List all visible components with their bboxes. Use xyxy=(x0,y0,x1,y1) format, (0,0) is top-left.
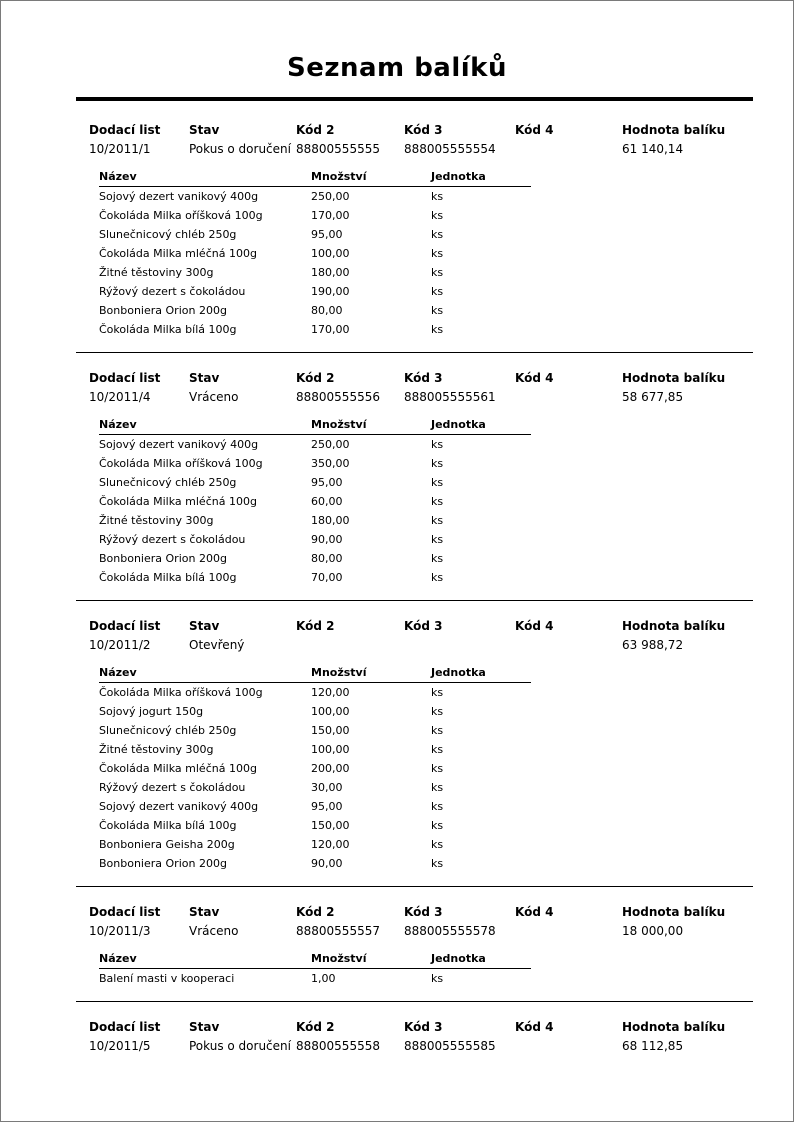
col-header-stav: Stav xyxy=(189,905,220,919)
item-nazev: Slunečnicový chléb 250g xyxy=(99,724,237,737)
item-mnozstvi: 190,00 xyxy=(311,285,350,298)
package-section xyxy=(89,369,753,587)
item-jednotka: ks xyxy=(431,247,444,260)
item-header-row xyxy=(99,168,531,187)
item-mnozstvi: 80,00 xyxy=(311,552,343,565)
package-section xyxy=(89,617,753,873)
item-nazev: Sojový jogurt 150g xyxy=(99,705,204,718)
item-col-nazev: Název xyxy=(99,170,137,183)
item-nazev: Rýžový dezert s čokoládou xyxy=(99,781,246,794)
package-section xyxy=(89,1018,753,1060)
package-section xyxy=(89,121,753,339)
package-kod3: 888005555578 xyxy=(404,924,496,938)
col-header-stav: Stav xyxy=(189,619,220,633)
package-stav: Pokus o doručení xyxy=(189,142,291,156)
package-header-row xyxy=(89,617,753,638)
item-row xyxy=(99,454,531,473)
item-col-jednotka: Jednotka xyxy=(431,666,486,679)
package-dodaci-list: 10/2011/2 xyxy=(89,638,151,652)
item-col-mnozstvi: Množství xyxy=(311,952,367,965)
item-row xyxy=(99,435,531,454)
item-row xyxy=(99,797,531,816)
item-row xyxy=(99,778,531,797)
item-jednotka: ks xyxy=(431,781,444,794)
package-dodaci-list: 10/2011/4 xyxy=(89,390,151,404)
item-jednotka: ks xyxy=(431,209,444,222)
section-separator xyxy=(76,1001,753,1002)
item-row xyxy=(99,301,531,320)
col-header-kod3: Kód 3 xyxy=(404,123,443,137)
item-jednotka: ks xyxy=(431,285,444,298)
item-col-mnozstvi: Množství xyxy=(311,418,367,431)
item-mnozstvi: 200,00 xyxy=(311,762,350,775)
item-col-jednotka: Jednotka xyxy=(431,418,486,431)
item-jednotka: ks xyxy=(431,800,444,813)
col-header-kod3: Kód 3 xyxy=(404,1020,443,1034)
col-header-stav: Stav xyxy=(189,1020,220,1034)
package-header-row xyxy=(89,121,753,142)
package-dodaci-list: 10/2011/5 xyxy=(89,1039,151,1053)
item-nazev: Sojový dezert vanikový 400g xyxy=(99,190,259,203)
item-jednotka: ks xyxy=(431,190,444,203)
item-col-nazev: Název xyxy=(99,418,137,431)
item-nazev: Žitné těstoviny 300g xyxy=(99,743,214,756)
item-row xyxy=(99,187,531,206)
item-mnozstvi: 90,00 xyxy=(311,533,343,546)
package-hodnota: 63 988,72 xyxy=(622,638,684,652)
item-row xyxy=(99,759,531,778)
item-row xyxy=(99,320,531,339)
package-stav: Vráceno xyxy=(189,390,239,404)
item-nazev: Čokoláda Milka mléčná 100g xyxy=(99,762,257,775)
package-header-row xyxy=(89,903,753,924)
item-jednotka: ks xyxy=(431,838,444,851)
item-col-jednotka: Jednotka xyxy=(431,952,486,965)
item-header-row xyxy=(99,416,531,435)
item-row xyxy=(99,492,531,511)
item-nazev: Sojový dezert vanikový 400g xyxy=(99,800,259,813)
item-jednotka: ks xyxy=(431,724,444,737)
col-header-hodnota: Hodnota balíku xyxy=(622,371,726,385)
item-mnozstvi: 170,00 xyxy=(311,209,350,222)
item-mnozstvi: 95,00 xyxy=(311,228,343,241)
package-kod3: 888005555561 xyxy=(404,390,496,404)
item-mnozstvi: 150,00 xyxy=(311,724,350,737)
item-jednotka: ks xyxy=(431,323,444,336)
item-row xyxy=(99,740,531,759)
col-header-hodnota: Hodnota balíku xyxy=(622,1020,726,1034)
package-hodnota: 58 677,85 xyxy=(622,390,684,404)
item-mnozstvi: 1,00 xyxy=(311,972,336,985)
package-hodnota: 68 112,85 xyxy=(622,1039,684,1053)
item-nazev: Čokoláda Milka mléčná 100g xyxy=(99,247,257,260)
item-mnozstvi: 120,00 xyxy=(311,686,350,699)
col-header-hodnota: Hodnota balíku xyxy=(622,905,726,919)
package-header-row xyxy=(89,369,753,390)
item-jednotka: ks xyxy=(431,743,444,756)
package-kod4 xyxy=(515,1039,622,1054)
item-nazev: Čokoláda Milka oříšková 100g xyxy=(99,209,263,222)
item-jednotka: ks xyxy=(431,304,444,317)
item-mnozstvi: 120,00 xyxy=(311,838,350,851)
item-nazev: Bonboniera Orion 200g xyxy=(99,857,227,870)
item-mnozstvi: 95,00 xyxy=(311,476,343,489)
item-nazev: Bonboniera Geisha 200g xyxy=(99,838,235,851)
item-jednotka: ks xyxy=(431,762,444,775)
package-kod2: 88800555556 xyxy=(296,390,380,404)
item-col-mnozstvi: Množství xyxy=(311,666,367,679)
col-header-kod4: Kód 4 xyxy=(515,123,554,137)
section-separator xyxy=(76,600,753,601)
item-nazev: Rýžový dezert s čokoládou xyxy=(99,533,246,546)
item-table xyxy=(99,168,531,339)
item-row xyxy=(99,530,531,549)
item-nazev: Slunečnicový chléb 250g xyxy=(99,476,237,489)
item-row xyxy=(99,683,531,702)
col-header-kod2: Kód 2 xyxy=(296,371,335,385)
item-nazev: Sojový dezert vanikový 400g xyxy=(99,438,259,451)
package-kod2: 88800555555 xyxy=(296,142,380,156)
item-nazev: Bonboniera Orion 200g xyxy=(99,552,227,565)
item-nazev: Slunečnicový chléb 250g xyxy=(99,228,237,241)
section-separator xyxy=(76,352,753,353)
package-stav: Otevřený xyxy=(189,638,245,652)
item-row xyxy=(99,969,531,988)
item-jednotka: ks xyxy=(431,686,444,699)
item-jednotka: ks xyxy=(431,228,444,241)
col-header-kod4: Kód 4 xyxy=(515,619,554,633)
item-col-mnozstvi: Množství xyxy=(311,170,367,183)
col-header-kod4: Kód 4 xyxy=(515,905,554,919)
item-jednotka: ks xyxy=(431,266,444,279)
package-dodaci-list: 10/2011/3 xyxy=(89,924,151,938)
item-mnozstvi: 30,00 xyxy=(311,781,343,794)
item-jednotka: ks xyxy=(431,533,444,546)
item-mnozstvi: 60,00 xyxy=(311,495,343,508)
col-header-kod3: Kód 3 xyxy=(404,619,443,633)
item-jednotka: ks xyxy=(431,972,444,985)
section-separator xyxy=(76,886,753,887)
report-title: Seznam balíků xyxy=(287,53,507,83)
package-value-row xyxy=(89,924,753,945)
package-value-row xyxy=(89,1039,753,1060)
item-row xyxy=(99,568,531,587)
item-nazev: Čokoláda Milka mléčná 100g xyxy=(99,495,257,508)
package-hodnota: 61 140,14 xyxy=(622,142,684,156)
item-jednotka: ks xyxy=(431,514,444,527)
item-jednotka: ks xyxy=(431,552,444,565)
item-mnozstvi: 170,00 xyxy=(311,323,350,336)
col-header-kod4: Kód 4 xyxy=(515,371,554,385)
package-section xyxy=(89,903,753,988)
item-mnozstvi: 100,00 xyxy=(311,247,350,260)
package-kod4 xyxy=(515,924,622,939)
item-nazev: Čokoláda Milka oříšková 100g xyxy=(99,686,263,699)
col-header-dodaci-list: Dodací list xyxy=(89,905,161,919)
item-mnozstvi: 100,00 xyxy=(311,705,350,718)
item-mnozstvi: 90,00 xyxy=(311,857,343,870)
item-nazev: Rýžový dezert s čokoládou xyxy=(99,285,246,298)
col-header-kod2: Kód 2 xyxy=(296,1020,335,1034)
col-header-stav: Stav xyxy=(189,371,220,385)
item-row xyxy=(99,835,531,854)
item-row xyxy=(99,816,531,835)
item-col-jednotka: Jednotka xyxy=(431,170,486,183)
item-row xyxy=(99,225,531,244)
package-kod2: 88800555557 xyxy=(296,924,380,938)
package-value-row xyxy=(89,142,753,163)
package-dodaci-list: 10/2011/1 xyxy=(89,142,151,156)
item-jednotka: ks xyxy=(431,571,444,584)
col-header-dodaci-list: Dodací list xyxy=(89,1020,161,1034)
col-header-dodaci-list: Dodací list xyxy=(89,371,161,385)
item-col-nazev: Název xyxy=(99,952,137,965)
item-table xyxy=(99,664,531,873)
item-nazev: Žitné těstoviny 300g xyxy=(99,266,214,279)
item-col-nazev: Název xyxy=(99,666,137,679)
package-value-row xyxy=(89,638,753,659)
item-mnozstvi: 250,00 xyxy=(311,438,350,451)
item-mnozstvi: 180,00 xyxy=(311,266,350,279)
item-jednotka: ks xyxy=(431,857,444,870)
item-mnozstvi: 150,00 xyxy=(311,819,350,832)
item-mnozstvi: 95,00 xyxy=(311,800,343,813)
item-row xyxy=(99,721,531,740)
item-jednotka: ks xyxy=(431,476,444,489)
col-header-kod3: Kód 3 xyxy=(404,905,443,919)
col-header-kod3: Kód 3 xyxy=(404,371,443,385)
item-row xyxy=(99,282,531,301)
item-row xyxy=(99,244,531,263)
package-list xyxy=(1,101,793,1060)
item-header-row xyxy=(99,664,531,683)
item-nazev: Čokoláda Milka bílá 100g xyxy=(99,819,237,832)
package-kod4 xyxy=(515,638,622,653)
item-mnozstvi: 250,00 xyxy=(311,190,350,203)
package-value-row xyxy=(89,390,753,411)
col-header-kod2: Kód 2 xyxy=(296,619,335,633)
col-header-hodnota: Hodnota balíku xyxy=(622,619,726,633)
item-jednotka: ks xyxy=(431,495,444,508)
item-mnozstvi: 100,00 xyxy=(311,743,350,756)
package-kod4 xyxy=(515,390,622,405)
item-mnozstvi: 80,00 xyxy=(311,304,343,317)
item-nazev: Čokoláda Milka bílá 100g xyxy=(99,571,237,584)
item-table xyxy=(99,416,531,587)
package-hodnota: 18 000,00 xyxy=(622,924,684,938)
package-kod4 xyxy=(515,142,622,157)
item-nazev: Bonboniera Orion 200g xyxy=(99,304,227,317)
item-mnozstvi: 180,00 xyxy=(311,514,350,527)
item-row xyxy=(99,206,531,225)
item-row xyxy=(99,263,531,282)
package-kod3: 888005555554 xyxy=(404,142,496,156)
package-stav: Vráceno xyxy=(189,924,239,938)
package-kod2: 88800555558 xyxy=(296,1039,380,1053)
col-header-kod2: Kód 2 xyxy=(296,123,335,137)
package-stav: Pokus o doručení xyxy=(189,1039,291,1053)
package-header-row xyxy=(89,1018,753,1039)
item-jednotka: ks xyxy=(431,705,444,718)
col-header-dodaci-list: Dodací list xyxy=(89,619,161,633)
package-kod3 xyxy=(404,638,515,653)
item-nazev: Čokoláda Milka oříšková 100g xyxy=(99,457,263,470)
item-nazev: Čokoláda Milka bílá 100g xyxy=(99,323,237,336)
item-nazev: Žitné těstoviny 300g xyxy=(99,514,214,527)
item-jednotka: ks xyxy=(431,457,444,470)
col-header-dodaci-list: Dodací list xyxy=(89,123,161,137)
item-row xyxy=(99,473,531,492)
col-header-kod4: Kód 4 xyxy=(515,1020,554,1034)
item-row xyxy=(99,549,531,568)
item-row xyxy=(99,702,531,721)
item-jednotka: ks xyxy=(431,438,444,451)
item-mnozstvi: 70,00 xyxy=(311,571,343,584)
item-jednotka: ks xyxy=(431,819,444,832)
col-header-kod2: Kód 2 xyxy=(296,905,335,919)
item-row xyxy=(99,854,531,873)
item-table xyxy=(99,950,531,988)
col-header-hodnota: Hodnota balíku xyxy=(622,123,726,137)
item-header-row xyxy=(99,950,531,969)
item-mnozstvi: 350,00 xyxy=(311,457,350,470)
col-header-stav: Stav xyxy=(189,123,220,137)
item-nazev: Balení masti v kooperaci xyxy=(99,972,235,985)
item-row xyxy=(99,511,531,530)
package-kod3: 888005555585 xyxy=(404,1039,496,1053)
package-kod2 xyxy=(296,638,404,653)
